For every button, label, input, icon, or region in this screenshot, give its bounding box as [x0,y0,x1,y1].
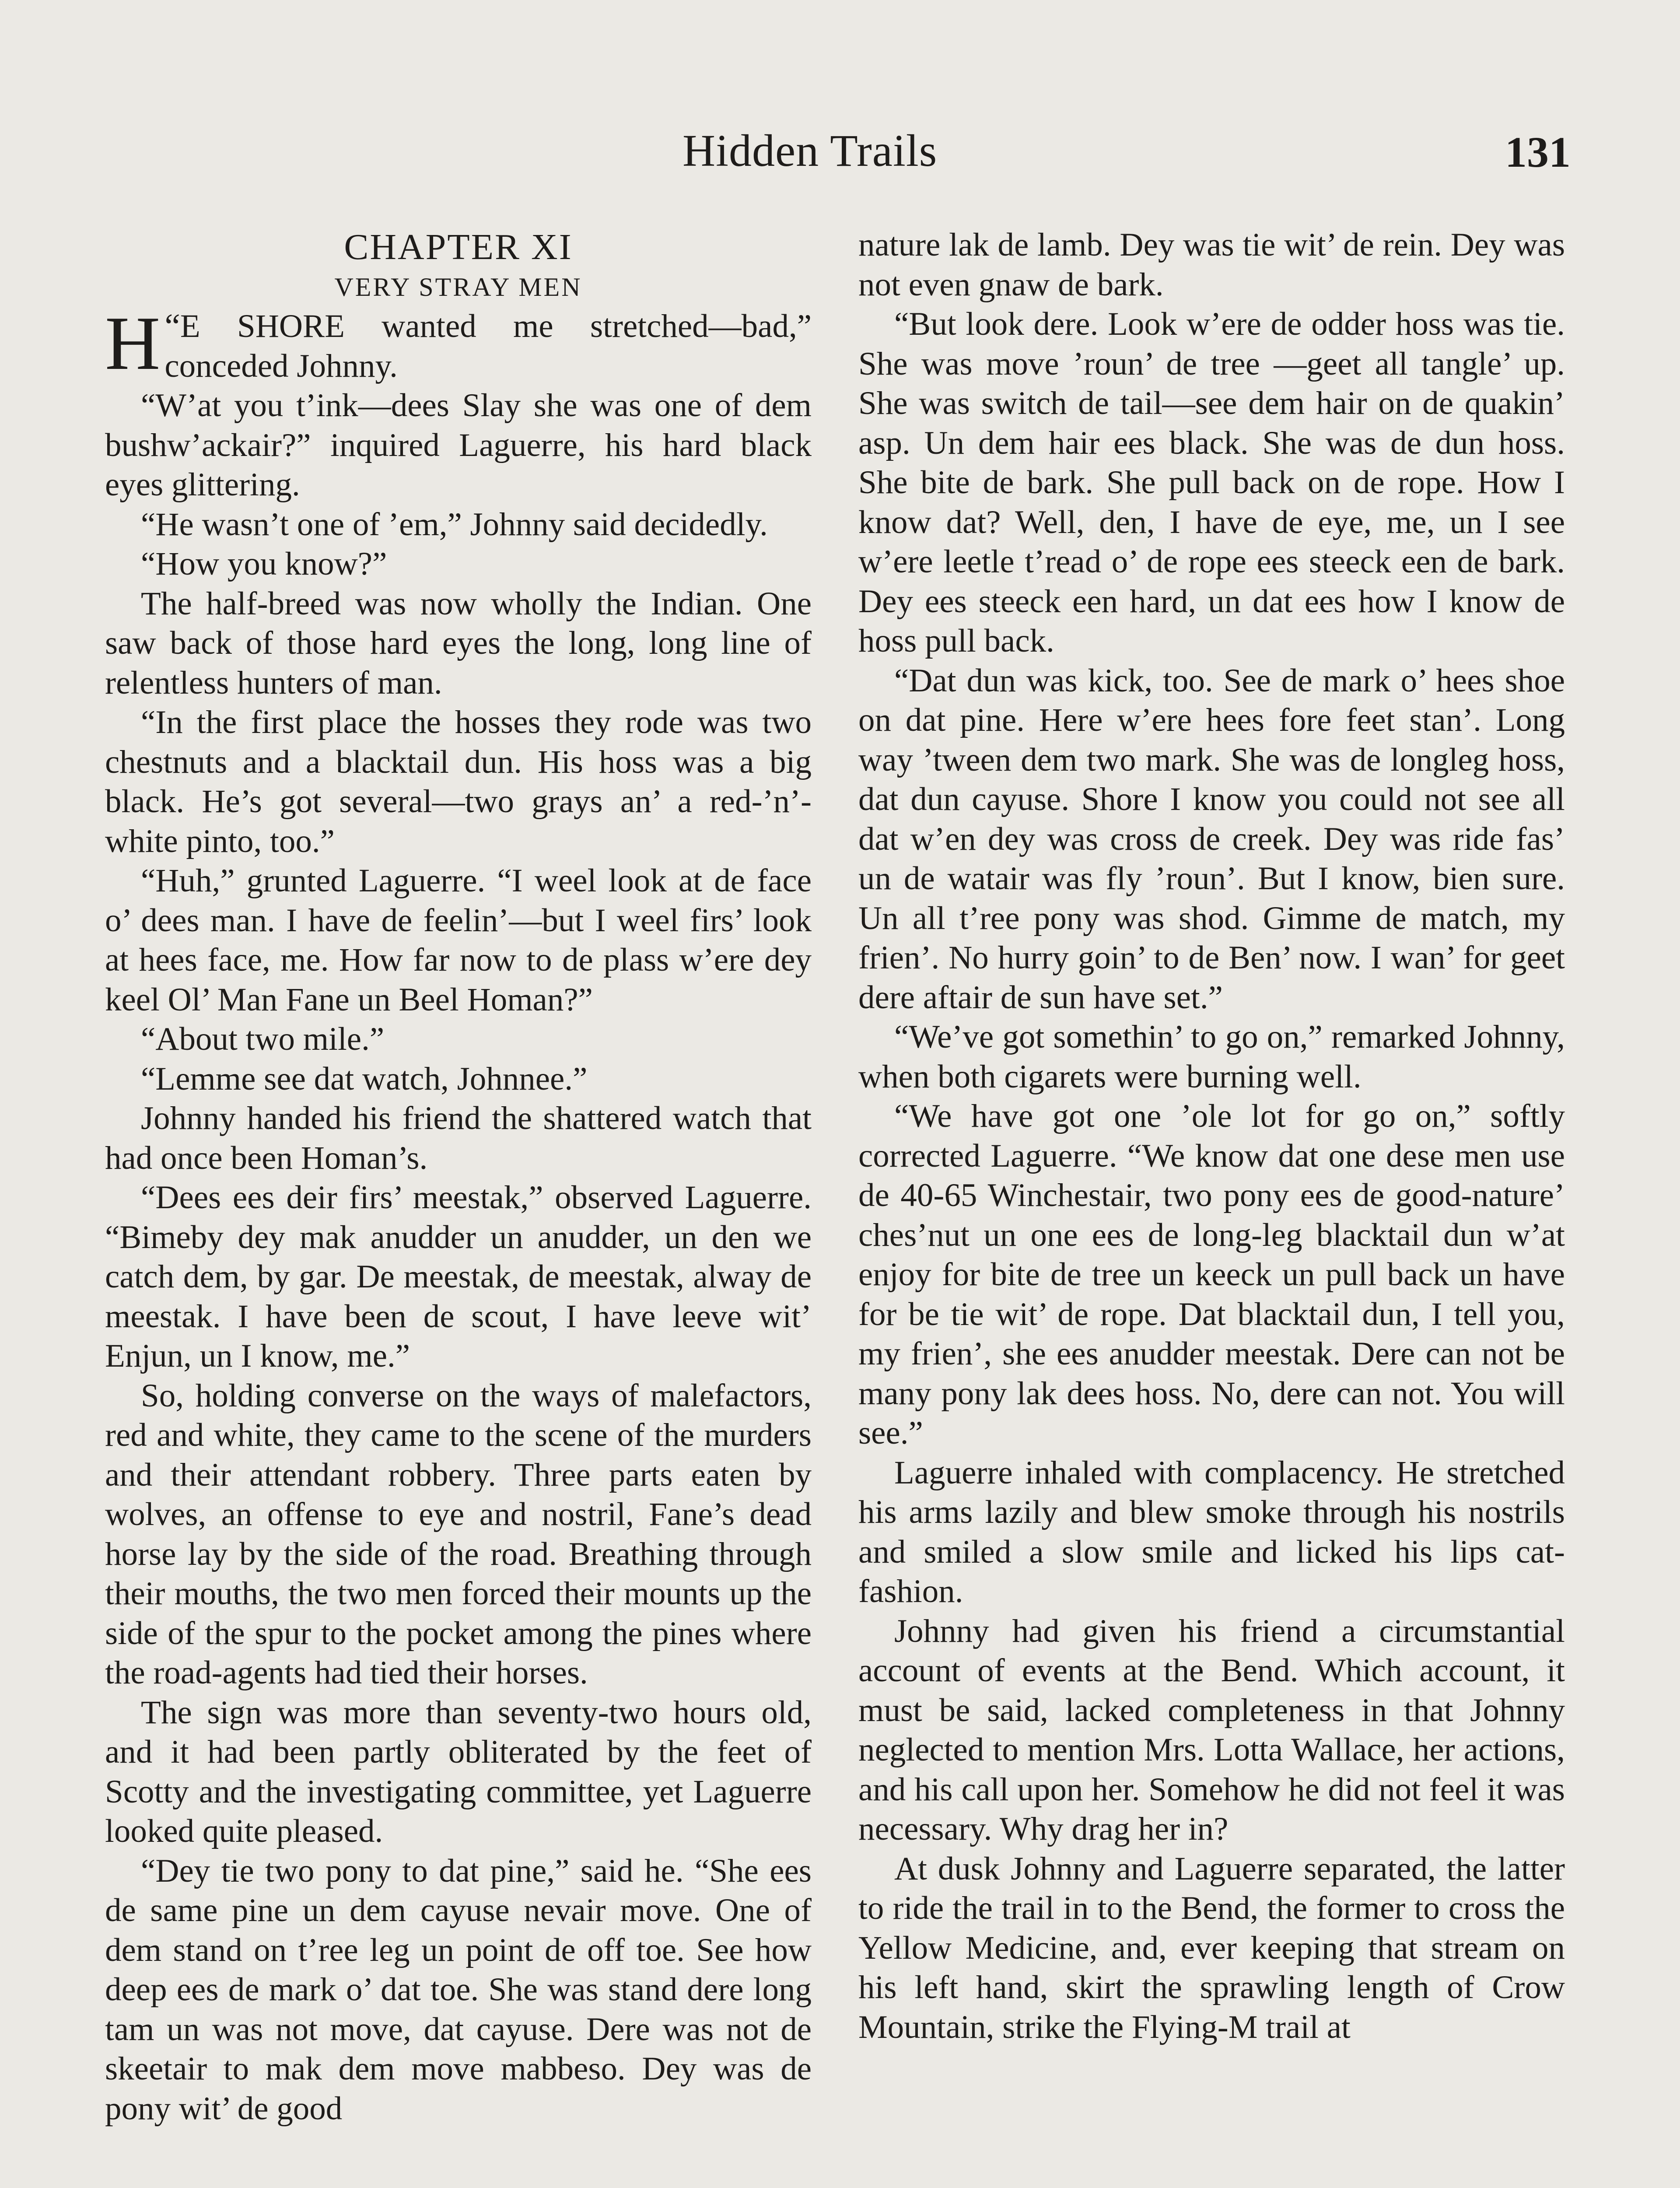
opening-paragraph-text: E SHORE wanted me stretched—bad,” conceded Johnny. [164,308,812,384]
paragraph: Laguerre inhaled with complacency. He stretched his arms lazily and blew smoke through his nostrils and smiled a slow smile and licked his lips cat-fashion. [858,1454,1565,1609]
paragraph: “In the first place the hosses they rode was two chestnuts and a blacktail dun. His hoss was a big black. He’s got several—two grays an’ a red-’n’-white pinto, too.” [105,704,812,859]
left-column [105,228,812,2188]
paragraph: Johnny had given his friend a circumstantial account of events at the Bend. Which account, it must be said, lacked completeness in that Johnny neglected to mention Mrs. Lotta Wallace, her actions, and his call upon her. Somehow he did not feel it was necessary. Why drag her in? [858,1613,1565,1847]
paragraph: “We’ve got somethin’ to go on,” remarked Johnny, when both cigarets were burning well. [858,1019,1565,1095]
paragraph: “Huh,” grunted Laguerre. “I weel look at de face o’ dees man. I have de feelin’—but I weel firs’ look at hees face, me. How far now to de plass w’ere dey keel Ol’ Man Fane un Beel Homan?” [105,863,812,1018]
paragraph: “Dees ees deir firs’ meestak,” observed Laguerre. “Bimeby dey mak anudder un anudder, un den we catch dem, by gar. De meestak, de meestak, alway de meestak. I have been de scout, I have leeve wit’ Enjun, un I know, me.” [105,1179,812,1374]
paragraph: “But look dere. Look w’ere de odder hoss was tie. She was move ’roun’ de tree —geet all tangle’ up. She was switch de tail—see dem hair on de quakin’ asp. Un dem hair ees black. She was de dun hoss. She bite de bark. She pull back on de rope. How I know dat? Well, den, I have de eye, me, un I see w’ere leetle t’read o’ de rope ees steeck een de bark. Dey ees steeck een hard, un dat ees how I know de hoss pull back. [858,306,1565,659]
drop-cap: H [105,301,161,386]
paragraph: So, holding converse on the ways of malefactors, red and white, they came to the scene of the murders and their attendant robbery. Three parts eaten by wolves, an offense to eye and nostril, Fane’s dead horse lay by the side of the road. Breathing through their mouths, the two men forced their mounts up the side of the spur to the pocket among the pines where the road-agents had tied their horses. [105,1377,812,1691]
chapter-title: CHAPTER XI [344,227,573,267]
paragraph: “W’at you t’ink—dees Slay she was one of dem bushw’ackair?” inquired Laguerre, his hard black eyes glittering. [105,387,812,503]
running-head: Hidden Trails [682,126,938,176]
chapter-subtitle: VERY STRAY MEN [334,272,582,302]
paragraph: “Lemme see dat watch, Johnnee.” [141,1060,588,1097]
paragraph: “Dat dun was kick, too. See de mark o’ hees shoe on dat pine. Here w’ere hees fore feet stan’. Long way ’tween dem two mark. She was de longleg hoss, dat dun cayuse. Shore I know you could not see all dat w’en dey was cross de creek. Dey was ride fas’ un de watair was fly ’roun’. But I know, bien sure. Un all t’ree pony was shod. Gimme de match, my frien’. No hurry goin’ to de Ben’ now. I wan’ for geet dere aftair de sun have set.” [858,662,1565,1016]
paragraph: At dusk Johnny and Laguerre separated, the latter to ride the trail in to the Bend, the former to cross the Yellow Medicine, and, ever keeping that stream on his left hand, skirt the sprawling length of Crow Mountain, strike the Flying-M trail at [858,1850,1565,2045]
page-number: 131 [1505,128,1571,176]
paragraph: The sign was more than seventy-two hours old, and it had been partly obliterated by the feet of Scotty and the investigating committee, yet Laguerre looked quite pleased. [105,1694,812,1849]
right-column [858,225,1565,2188]
opening-quote-mark: “ [164,307,180,346]
paragraph: “We have got one ’ole lot for go on,” softly corrected Laguerre. “We know dat one dese men use de 40-65 Winchestair, two pony ees de good-nature’ ches’nut un one ees de long-leg blacktail dun w’at enjoy for bite de tree un keeck un pull back un have for be tie wit’ de rope. Dat blacktail dun, I tell you, my frien’, she ees anudder meestak. Dere can not be many pony lak dees hoss. No, dere can not. You will see.” [858,1098,1565,1451]
paragraph: “He wasn’t one of ’em,” Johnny said decidedly. [141,506,768,543]
paragraph: “About two mile.” [141,1021,385,1057]
paragraph: “How you know?” [141,546,387,582]
continued-paragraph: nature lak de lamb. Dey was tie wit’ de rein. Dey was not even gnaw de bark. [858,227,1565,303]
paragraph: “Dey tie two pony to dat pine,” said he. “She ees de same pine un dem cayuse nevair move. One of dem stand on t’ree leg un point de off toe. See how deep ees de mark o’ dat toe. She was stand dere long tam un was not move, dat cayuse. Dere was not de skeetair to mak dem move mabbeso. Dey was de pony wit’ de good [105,1852,812,2127]
paragraph: The half-breed was now wholly the Indian. One saw back of those hard eyes the long, long line of relentless hunters of man. [105,585,812,701]
paragraph: Johnny handed his friend the shattered watch that had once been Homan’s. [105,1100,812,1176]
opening-paragraph [105,301,812,386]
